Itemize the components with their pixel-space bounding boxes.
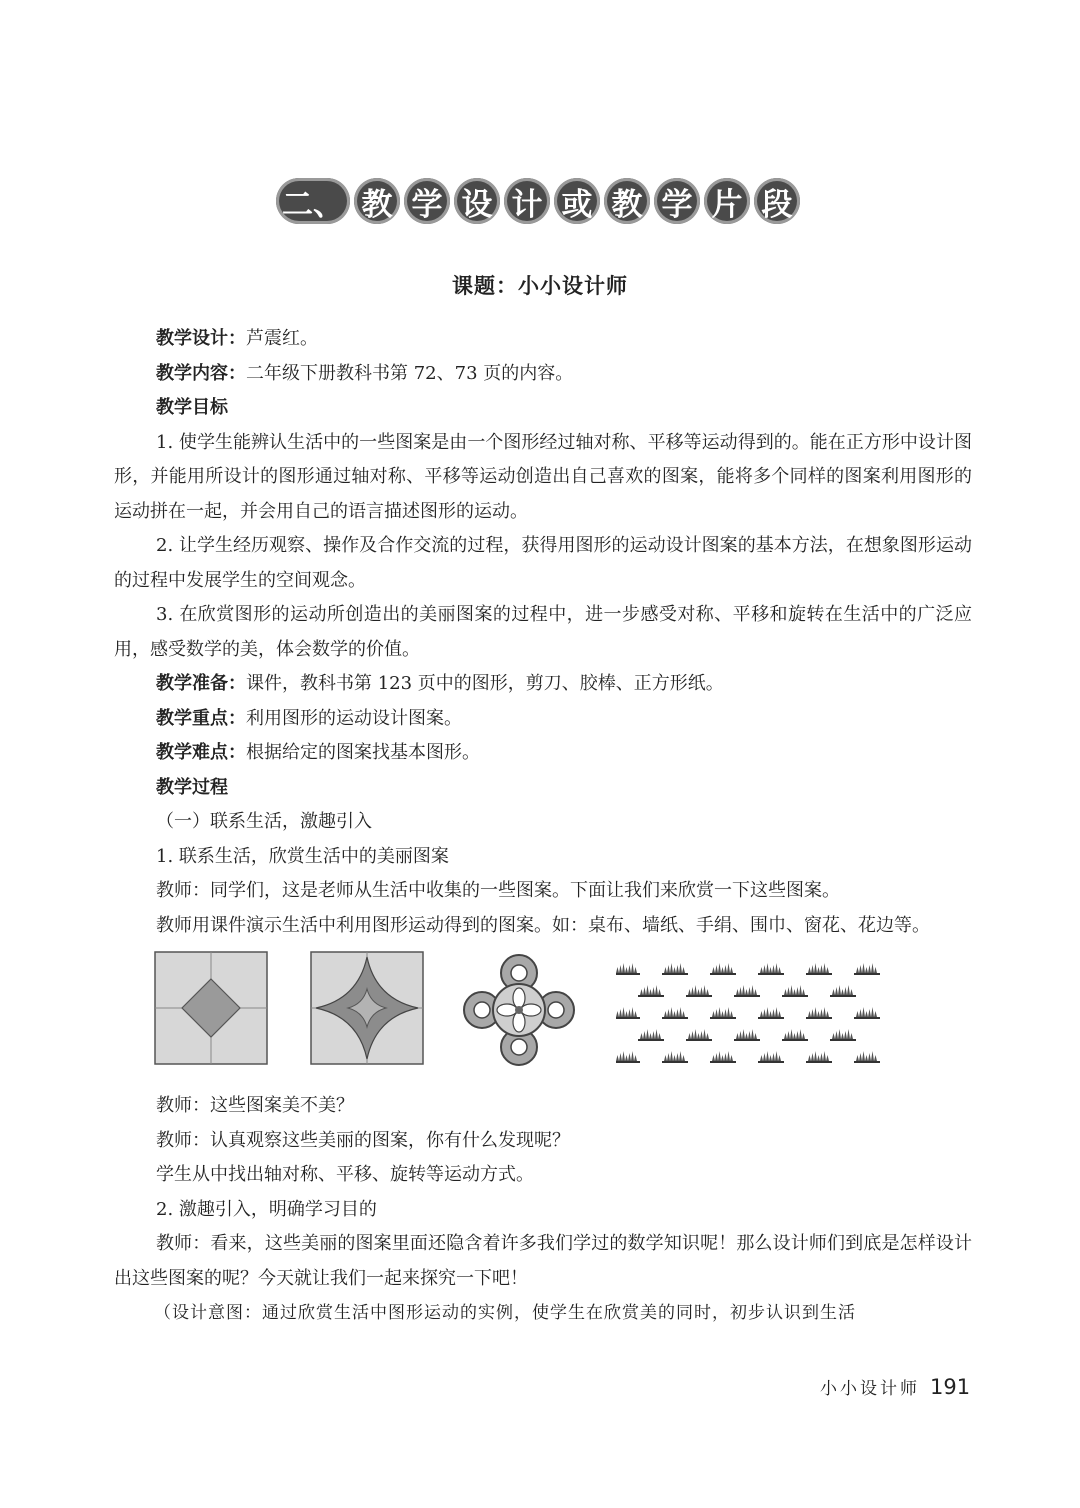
grass-tuft: [710, 1007, 736, 1019]
grass-tuft: [710, 963, 736, 975]
design-intent-note: （设计意图：通过欣赏生活中图形运动的实例，使学生在欣赏美的同时，初步认识到生活: [154, 1303, 856, 1323]
paragraph: [114, 322, 972, 357]
section-title-char: 计: [504, 178, 550, 224]
paragraph-label: 教学准备：: [156, 673, 246, 694]
grass-tuft: [782, 1029, 808, 1041]
paragraph-text: 利用图形的运动设计图案。: [246, 707, 462, 729]
paragraph-text: 教师用课件演示生活中利用图形运动得到的图案。如：桌布、墙纸、手绢、围巾、窗花、花边等。: [156, 914, 930, 936]
paragraph-label: 教学难点：: [156, 742, 246, 763]
paragraph: 教师：这些图案美不美？: [156, 1095, 354, 1116]
paragraph: 学生从中找出轴对称、平移、旋转等运动方式。: [156, 1164, 534, 1185]
section-title-char: 学: [654, 178, 700, 224]
paragraph: [114, 702, 972, 737]
floral-knot-figure: [460, 951, 578, 1069]
paragraph-text: 课件，教科书第 123 页中的图形，剪刀、胶棒、正方形纸。: [246, 673, 724, 694]
paragraph-text: （一）联系生活，激趣引入: [156, 811, 372, 832]
grass-tuft: [734, 1029, 760, 1041]
paragraph-text: 1. 使学生能辨认生活中的一些图案是由一个图形经过轴对称、平移等运动得到的。能在正方形中设计图形，并能用所设计的图形通过轴对称、平移等运动创造出自己喜欢的图案，能将多个同样的图案利用图形的运动拼在一起，并会用自己的语言描述图形的运动。: [114, 431, 972, 522]
paragraph-label: 教学设计：: [156, 328, 246, 349]
paragraph-label: 教学过程: [156, 776, 228, 798]
grass-tuft: [854, 1007, 880, 1019]
grass-tuft: [758, 1007, 784, 1019]
paragraph: [114, 667, 972, 702]
grass-tuft: [806, 1007, 832, 1019]
lesson-paragraphs: [114, 322, 972, 943]
grass-tuft: [686, 1029, 712, 1041]
paragraph-text: 教师：同学们，这是老师从生活中收集的一些图案。下面让我们来欣赏一下这些图案。: [156, 880, 840, 901]
paragraph-label: 教学重点：: [156, 707, 246, 729]
section-title-char: 二、: [276, 178, 350, 224]
section-title-char: 学: [404, 178, 450, 224]
section-title-char: 教: [354, 178, 400, 224]
paragraph-label: 教学内容：: [156, 362, 246, 384]
grass-pattern-figure: [616, 957, 896, 1067]
paragraph: 教师：看来，这些美丽的图案里面还隐含着许多我们学过的数学知识呢！那么设计师们到底是怎样设计出这些图案的呢？今天就让我们一起来探究一下吧！: [114, 1233, 972, 1289]
grass-tuft: [616, 963, 640, 975]
grass-tuft: [830, 985, 856, 997]
section-title: [0, 178, 1080, 224]
grass-tuft: [616, 1007, 640, 1019]
lesson-body: [114, 322, 972, 1331]
paragraph-text: 1. 联系生活，欣赏生活中的美丽图案: [156, 845, 449, 867]
paragraph-label: 教学目标: [156, 397, 228, 418]
paragraph-text: 二年级下册教科书第 72、73 页的内容。: [246, 362, 574, 384]
paragraph: [114, 598, 972, 667]
grass-tuft: [686, 985, 712, 997]
section-title-char: 或: [554, 178, 600, 224]
lesson-paragraphs-continued: [114, 1089, 972, 1296]
paragraph: [114, 840, 972, 875]
star-tile-figure: [310, 951, 424, 1065]
section-title-char: 设: [454, 178, 500, 224]
grass-tuft: [758, 1051, 784, 1063]
section-title-badges: [276, 178, 804, 224]
paragraph: [114, 529, 972, 598]
lesson-title: 课题：小小设计师: [452, 274, 628, 298]
paragraph: 教师：认真观察这些美丽的图案，你有什么发现呢？: [156, 1129, 570, 1151]
grass-tuft: [638, 1029, 664, 1041]
paragraph: [114, 874, 972, 909]
paragraph-text: 芦震红。: [246, 328, 318, 349]
paragraph: [114, 736, 972, 771]
grass-tuft: [782, 985, 808, 997]
paragraph: [114, 391, 972, 426]
paragraph: [114, 771, 972, 806]
paragraph-text: 根据给定的图案找基本图形。: [246, 742, 480, 763]
example-figures: [114, 951, 972, 1075]
grass-tuft: [830, 1029, 856, 1041]
paragraph: 2. 激趣引入，明确学习目的: [156, 1198, 377, 1220]
paragraph: [114, 805, 972, 840]
grass-tuft: [806, 963, 832, 975]
grass-tuft: [710, 1051, 736, 1063]
footer-label: 小小设计师: [820, 1379, 920, 1399]
grass-tuft: [638, 985, 664, 997]
paragraph-text: 3. 在欣赏图形的运动所创造出的美丽图案的过程中，进一步感受对称、平移和旋转在生活中的广泛应用，感受数学的美，体会数学的价值。: [114, 604, 972, 660]
page-number: 191: [930, 1375, 971, 1399]
grass-tuft: [662, 963, 688, 975]
section-title-char: 教: [604, 178, 650, 224]
grass-tuft: [806, 1051, 832, 1063]
paragraph: [114, 357, 972, 392]
section-title-char: 片: [704, 178, 750, 224]
paragraph-text: 2. 让学生经历观察、操作及合作交流的过程，获得用图形的运动设计图案的基本方法，在想象图形运动的过程中发展学生的空间观念。: [114, 535, 972, 591]
section-title-char: 段: [754, 178, 800, 224]
grass-tuft: [662, 1007, 688, 1019]
page-footer: [820, 1374, 970, 1399]
paragraph: [114, 909, 972, 944]
grass-tuft: [758, 963, 784, 975]
paragraph: [114, 426, 972, 530]
grass-tuft: [616, 1051, 640, 1063]
diamond-tile-figure: [154, 951, 268, 1065]
grass-tuft: [854, 1051, 880, 1063]
grass-tuft: [662, 1051, 688, 1063]
grass-tuft: [734, 985, 760, 997]
grass-tuft: [854, 963, 880, 975]
